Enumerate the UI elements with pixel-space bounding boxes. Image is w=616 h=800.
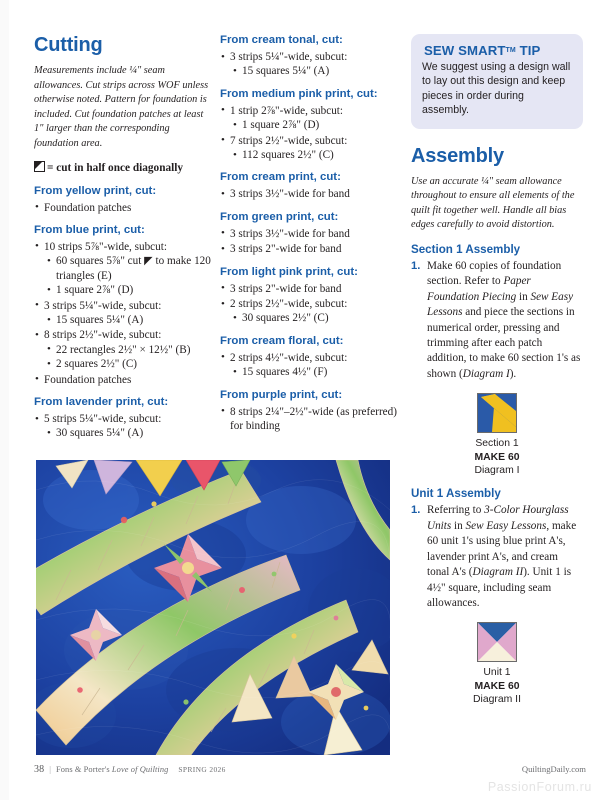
page-number: 38 [34,764,45,775]
cutting-list [220,405,398,434]
cutting-sublist [230,118,398,132]
cutting-item-text: 1 strip 2⅞"-wide, subcut: [230,104,344,117]
cutting-sublist-item: • 30 squares 5¼" (A) [44,426,212,440]
cutting-group-heading: From light pink print, cut: [220,265,358,278]
cutting-list [220,351,398,380]
cutting-item-text: 3 strips 5¼"-wide, subcut: [230,51,348,63]
quilt-photo-art [36,460,390,755]
assembly-title: Assembly [411,144,504,167]
cutting-list [34,201,212,215]
cutting-item-text: 3 strips 3½"-wide for band [230,188,350,201]
half-triangle-icon [34,161,45,172]
cutting-group-heading: From blue print, cut: [34,223,145,236]
issue-label: SPRING 2026 [178,765,226,774]
tip-title-main: SEW SMART [424,43,506,58]
step-text-plain: ). Unit 1 is 4½" square, including seam allowances. [427,566,572,609]
cutting-item-text: 3 strips 5¼"-wide, subcut: [44,299,162,312]
cut-legend-text: = cut in half once diagonally [47,161,184,174]
diagram-name: Unit 1 [483,667,511,679]
cutting-group-heading: From cream tonal, cut: [220,34,343,46]
cutting-list-item [34,373,212,387]
cutting-list-item [220,227,398,241]
cutting-group-heading: From green print, cut: [220,210,339,223]
unit1-diagram-svg [478,623,516,661]
cutting-list [34,412,212,441]
cutting-list-item [34,299,212,328]
cutting-list-item [220,242,398,256]
cutting-sublist [44,313,212,327]
footer-divider: | [49,765,51,774]
unit1-steps [411,503,583,611]
cutting-list-item [34,328,212,371]
cutting-groups-2 [220,34,398,434]
cutting-item-text: 5 strips 5¼"-wide, subcut: [44,413,162,426]
magazine-name-prefix: Fons & Porter's [55,765,112,774]
diagram-2-wrap [411,622,583,706]
cutting-sublist-item: • 15 squares 5¼" (A) [230,64,398,78]
step-text-italic: Paper Foundation Piecing [427,275,531,303]
cutting-list-item [220,297,398,326]
unit1-diagram-caption [411,666,583,706]
cutting-column-2 [220,34,398,435]
cutting-intro: Measurements include ¼" seam allowances. Cut strips across WOF unless otherwise noted. Pattern for foundation is included. Cut foundation patches at least 1" larger than the corresponding foundation area. [34,65,209,149]
cutting-item-text: 2 strips 2½"-wide, subcut: [230,298,348,311]
cutting-group-heading: From medium pink print, cut: [220,87,378,100]
cutting-list-item [34,201,212,215]
unit1-assembly-heading: Unit 1 Assembly [411,487,501,501]
step-text-italic: Sew Easy Lessons [427,290,574,319]
cutting-list-item [220,134,398,163]
magazine-name-italic: Love of Quilting [111,765,169,774]
cutting-list-item [220,282,398,296]
section1-diagram-caption [411,437,583,477]
cutting-group-heading: From cream print, cut: [220,171,341,184]
step-text-plain: in [451,519,466,532]
cutting-item-text: 2 strips 4½"-wide, subcut: [230,351,348,364]
assembly-column [411,34,583,711]
step-text-plain: in [516,290,531,303]
step-text-plain: ). [509,367,517,380]
step-text [427,504,576,608]
cutting-list-item [34,412,212,441]
cutting-sublist-item: • 22 rectangles 2½" × 12½" (B) [44,343,212,357]
cutting-sublist [44,254,212,297]
cutting-sublist-item: • 15 squares 5¼" (A) [44,313,212,327]
step-text-italic: Sew Easy Lessons [465,519,547,532]
step-item [411,503,583,611]
page-left-edge [0,0,9,800]
quilt-photo [36,460,390,755]
cutting-item-text: Foundation patches [44,201,132,214]
step-text-plain: and piece the sections in numerical order, pressing and trimming after each patch addition, to make 60 section 1's as shown ( [427,306,581,380]
sew-smart-tip-box [411,34,583,129]
cutting-sublist-item: • 60 squares 5⅞" cut ◤ to make 120 triangles (E) [44,254,212,283]
cutting-item-text: 3 strips 2"-wide for band [230,282,342,295]
cutting-list [220,227,398,257]
cutting-group-heading: From cream floral, cut: [220,334,344,347]
cutting-sublist [230,311,398,325]
cutting-list [220,282,398,326]
assembly-intro: Use an accurate ¼" seam allowance throughout to ensure all elements of the quilt fit together well. Handle all bias edges carefully to avoid distortion. [411,175,575,231]
cutting-sublist-item: • 30 squares 2½" (C) [230,311,398,325]
section1-assembly-heading: Section 1 Assembly [411,243,521,256]
diagram-make: MAKE 60 [474,451,520,463]
trademark-icon: TM [505,47,516,54]
cutting-item-text: 10 strips 5⅞"-wide, subcut: [44,240,167,253]
step-text-italic: 3-Color Hourglass Units [427,504,569,532]
cutting-item-text: 3 strips 3½"-wide for band [230,227,350,240]
cutting-list-item [220,50,398,79]
cutting-list-item [220,187,398,201]
cutting-list-item [34,240,212,298]
cutting-group-heading: From lavender print, cut: [34,396,169,409]
diagram-make: MAKE 60 [474,680,520,692]
step-text-plain: Make 60 copies of foundation section. Refer to [427,260,562,288]
cutting-column-1 [34,34,212,442]
cutting-item-text: 8 strips 2½"-wide, subcut: [44,329,162,342]
cutting-groups-1 [34,185,212,441]
diagram-label: Diagram II [473,694,521,706]
diagram-label: Diagram I [474,465,520,477]
step-number: 1. [411,260,421,272]
cutting-sublist [230,365,398,379]
cutting-list [220,50,398,79]
step-number: 1. [411,504,421,517]
diagram-name: Section 1 [475,438,519,450]
cutting-list [220,104,398,163]
step-item [411,259,583,382]
cutting-sublist-item: • 2 squares 2½" (C) [44,357,212,371]
section1-steps [411,259,583,382]
cutting-sublist [44,426,212,440]
cutting-sublist-item: • 112 squares 2½" (C) [230,148,398,162]
cutting-item-text: 7 strips 2½"-wide, subcut: [230,134,348,147]
sew-smart-tip-body: We suggest using a design wall to lay out this design and keep pieces in order during assembly. [422,61,571,117]
cutting-list-item [220,405,398,434]
diagram-1-wrap [411,393,583,477]
cutting-list [34,240,212,387]
step-text [427,260,580,380]
cutting-sublist [230,64,398,78]
cutting-item-text: 3 strips 2"-wide for band [230,243,342,256]
cutting-list-item [220,351,398,380]
cutting-sublist [230,148,398,162]
cut-legend [34,161,212,175]
step-text-italic: Diagram II [472,566,524,579]
sew-smart-tip-title [424,43,572,58]
section1-diagram-figure [477,393,517,433]
section1-diagram-svg [478,394,516,432]
cutting-item-text: Foundation patches [44,373,132,386]
cutting-list-item [220,104,398,133]
website-label: QuiltingDaily.com [521,764,586,774]
cutting-group-heading: From yellow print, cut: [34,184,157,197]
watermark-label: PassionForum.ru [487,780,592,794]
page-title: Cutting [34,34,103,56]
cutting-group-heading: From purple print, cut: [220,388,343,401]
unit1-diagram-figure [477,622,517,662]
step-text-plain: Referring to [427,504,485,517]
tip-title-end: TIP [515,43,541,58]
cutting-list [220,187,398,201]
step-text-plain: , make 60 unit 1's using blue print A's, lavender print A's, and cream tonal A's ( [427,519,577,579]
cutting-sublist-item: • 15 squares 4½" (F) [230,365,398,379]
cutting-sublist-item: • 1 square 2⅞" (D) [230,118,398,132]
cutting-sublist [44,343,212,372]
cutting-item-text: 8 strips 2¼"–2½"-wide (as preferred) for binding [230,405,397,433]
cutting-sublist-item: • 1 square 2⅞" (D) [44,283,212,297]
footer [34,764,226,775]
step-text-italic: Diagram I [462,367,510,380]
